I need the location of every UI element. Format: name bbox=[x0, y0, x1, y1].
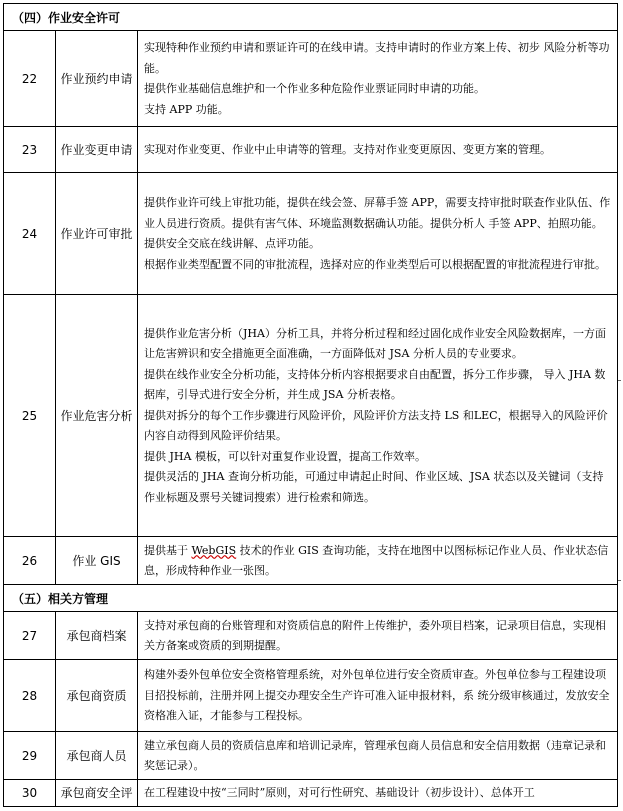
description-paragraph: 提供 JHA 模板，可以针对重复作业设置，提高工作效率。 bbox=[144, 449, 426, 463]
description-paragraph: 支持对承包商的台账管理和对资质信息的附件上传维护，委外项目档案，记录项目信息，实现相关方备案或资质的到期提醒。 bbox=[144, 618, 606, 652]
description-paragraph: 实现特种作业预约申请和票证许可的在线申请。支持申请时的作业方案上传、初步 风险分析等功能。 bbox=[144, 41, 610, 75]
description-paragraph: 提供灵活的 JHA 查询分析功能，可通过申请起止时间、作业区域、JSA 状态以及关键词（支持作业标题及票号关键词搜索）进行检索和筛选。 bbox=[144, 470, 604, 504]
row-number: 26 bbox=[4, 537, 56, 585]
description-text: 提供基于 bbox=[144, 543, 192, 557]
description-paragraph: 提供在线作业安全分析功能，支持体分析内容根据要求自由配置，拆分工作步骤， 导入 JHA 数据库，引导式进行安全分析，并生成 JSA 分析表格。 bbox=[144, 367, 606, 402]
table-row bbox=[4, 732, 618, 780]
function-description bbox=[138, 31, 618, 127]
description-paragraph: 实现对作业变更、作业中止申请等的管理。支持对作业变更原因、变更方案的管理。 bbox=[144, 142, 551, 156]
description-paragraph: 构建外委外包单位安全资格管理系统，对外包单位进行安全资质审查。外包单位参与工程建设项目招投标前，注册并网上提交办理安全生产许可准入证申报材料，系 统分级审核通过，发放安全资格准入证，才能参与工程投标。 bbox=[144, 668, 610, 723]
row-number: 30 bbox=[4, 780, 56, 807]
margin-mark bbox=[618, 380, 621, 381]
description-paragraph: 提供作业许可线上审批功能，提供在线会签、屏幕手签 APP，需要支持审批时联查作业队伍、作业人员进行资质。提供有害气体、环境监测数据确认功能。提供分析人 手签 APP、拍照功能。提供安全交底在线讲解、点评功能。 bbox=[144, 196, 611, 250]
table-row bbox=[4, 537, 618, 585]
function-name: 承包商安全评 bbox=[56, 780, 138, 807]
row-number: 28 bbox=[4, 660, 56, 732]
function-description bbox=[138, 295, 618, 537]
table-row bbox=[4, 780, 618, 807]
row-number: 29 bbox=[4, 732, 56, 780]
section-title: （五）相关方管理 bbox=[4, 585, 618, 612]
function-name: 承包商人员 bbox=[56, 732, 138, 780]
table-row bbox=[4, 173, 618, 295]
table-row bbox=[4, 127, 618, 173]
table-row bbox=[4, 660, 618, 732]
function-description bbox=[138, 780, 618, 807]
table-row bbox=[4, 295, 618, 537]
section-header-work-permit bbox=[4, 4, 618, 31]
row-number: 24 bbox=[4, 173, 56, 295]
row-number: 22 bbox=[4, 31, 56, 127]
function-name: 作业预约申请 bbox=[56, 31, 138, 127]
function-description bbox=[138, 127, 618, 173]
table-row bbox=[4, 612, 618, 660]
function-description bbox=[138, 732, 618, 780]
function-description bbox=[138, 173, 618, 295]
description-paragraph: 建立承包商人员的资质信息库和培训记录库，管理承包商人员信息和安全信用数据（违章记录和奖惩记录）。 bbox=[144, 738, 606, 772]
function-description bbox=[138, 660, 618, 732]
description-paragraph: 提供作业基础信息维护和一个作业多种危险作业票证同时申请的功能。 bbox=[144, 82, 485, 95]
row-number: 23 bbox=[4, 127, 56, 173]
description-text: 技术的作业 GIS 查询功能，支持在地图中以图标标记作业人员、作业状态信息，形成特种作业一张图。 bbox=[144, 543, 609, 577]
section-header-related-parties bbox=[4, 585, 618, 612]
section-title: （四）作业安全许可 bbox=[4, 4, 618, 31]
function-name: 作业变更申请 bbox=[56, 127, 138, 173]
table-row bbox=[4, 31, 618, 127]
function-name: 承包商资质 bbox=[56, 660, 138, 732]
margin-mark bbox=[618, 580, 621, 581]
description-paragraph: 支持 APP 功能。 bbox=[144, 102, 229, 116]
description-paragraph: 提供对拆分的每个工作步骤进行风险评价，风险评价方法支持 LS 和LEC，根据导入的风险评价内容自动得到风险评价结果。 bbox=[144, 408, 608, 443]
underlined-term: WebGIS bbox=[191, 543, 237, 557]
description-paragraph: 根据作业类型配置不同的审批流程，选择对应的作业类型后可以根据配置的审批流程进行审批。 bbox=[144, 257, 606, 271]
function-name: 承包商档案 bbox=[56, 612, 138, 660]
function-description bbox=[138, 537, 618, 585]
function-name: 作业危害分析 bbox=[56, 295, 138, 537]
function-description bbox=[138, 612, 618, 660]
function-name: 作业许可审批 bbox=[56, 173, 138, 295]
description-paragraph: 提供作业危害分析（JHA）分析工具，并将分析过程和经过固化成作业安全风险数据库，一方面让危害辨识和安全措施更全面准确，一方面降低对 JSA 分析人员的专业要求。 bbox=[144, 326, 606, 361]
row-number: 25 bbox=[4, 295, 56, 537]
description-paragraph: 在工程建设中按“三同时”原则，对可行性研究、基础设计（初步设计）、总体开工 bbox=[144, 786, 535, 799]
row-number: 27 bbox=[4, 612, 56, 660]
function-name: 作业 GIS bbox=[56, 537, 138, 585]
requirements-table bbox=[3, 3, 618, 807]
description-paragraph bbox=[144, 541, 611, 582]
